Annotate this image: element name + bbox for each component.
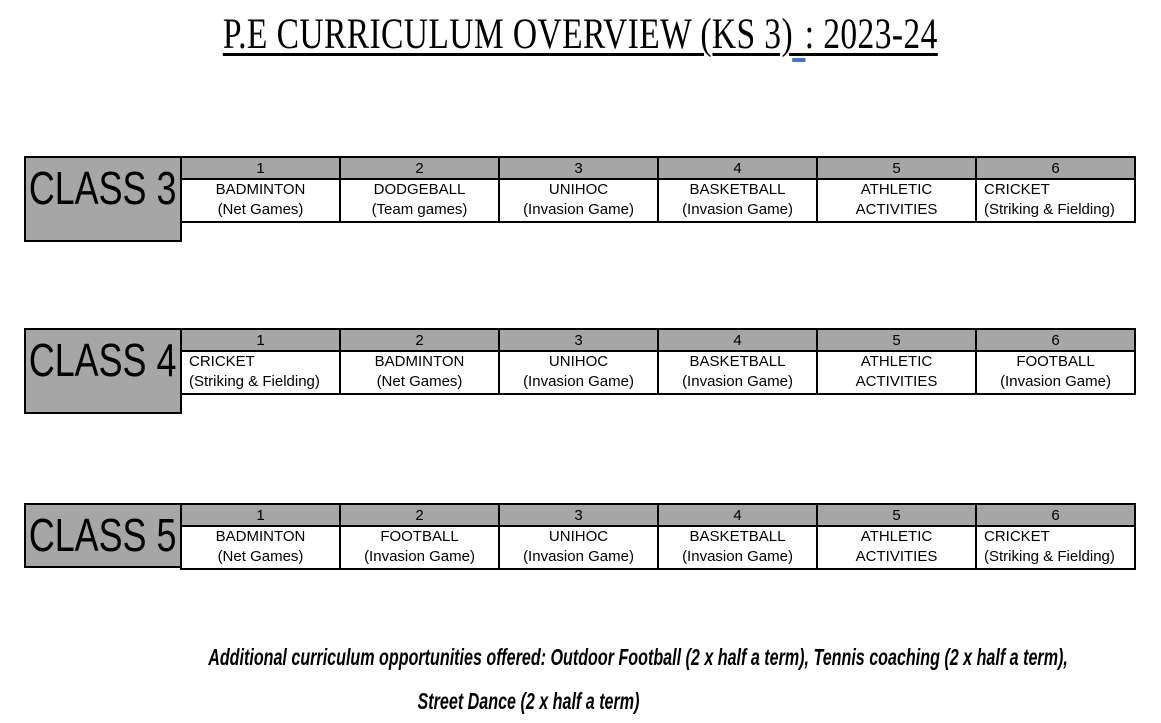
activity-name: UNIHOC	[548, 181, 609, 198]
activity-name: FOOTBALL	[380, 528, 459, 545]
class-4-schedule-table	[180, 328, 1136, 395]
term-header-cell: 4	[658, 157, 817, 179]
page-title	[0, 10, 1161, 59]
term-header-cell: 2	[340, 329, 499, 351]
class-3-label: CLASS 3	[29, 162, 177, 214]
activity-cell	[817, 179, 976, 222]
activity-name: BADMINTON	[215, 181, 306, 198]
activity-cell	[976, 351, 1135, 394]
activity-cell	[658, 179, 817, 222]
activity-category: (Invasion Game)	[523, 548, 634, 566]
activity-category: (Striking & Fielding)	[984, 201, 1115, 219]
term-header-row	[181, 329, 1135, 351]
term-header-cell: 1	[181, 157, 340, 179]
activity-category: (Invasion Game)	[682, 548, 793, 566]
activity-name: ATHLETIC	[860, 353, 933, 370]
activity-category: ACTIVITIES	[855, 373, 938, 391]
additional-note-line-2: Street Dance (2 x half a term)	[418, 688, 640, 714]
activity-category: ACTIVITIES	[855, 201, 938, 219]
activity-cell	[181, 179, 340, 222]
activity-name: UNIHOC	[548, 353, 609, 370]
activity-cell	[181, 526, 340, 569]
term-header-row	[181, 504, 1135, 526]
term-header-cell: 3	[499, 329, 658, 351]
activity-category: (Team games)	[371, 201, 468, 219]
activity-category: (Invasion Game)	[682, 373, 793, 391]
class-5-label-box	[24, 503, 182, 568]
term-header-cell: 4	[658, 504, 817, 526]
activity-name: BASKETBALL	[689, 181, 786, 198]
activity-category: (Net Games)	[376, 373, 463, 391]
activity-cell	[499, 351, 658, 394]
activity-category: (Invasion Game)	[364, 548, 475, 566]
additional-note-line-1: Additional curriculum opportunities offered: Outdoor Football (2 x half a term), Tennis coaching (2 x half a term),	[208, 644, 1068, 670]
activity-cell	[340, 526, 499, 569]
term-header-cell: 3	[499, 157, 658, 179]
term-header-row	[181, 157, 1135, 179]
activity-name: BASKETBALL	[689, 528, 786, 545]
activity-name: UNIHOC	[548, 528, 609, 545]
activity-name: CRICKET	[984, 528, 1050, 545]
activity-cell	[976, 526, 1135, 569]
term-header-cell: 6	[976, 329, 1135, 351]
term-header-cell: 2	[340, 504, 499, 526]
activity-row	[181, 179, 1135, 222]
term-header-cell: 6	[976, 504, 1135, 526]
activity-cell	[340, 351, 499, 394]
activity-name: BADMINTON	[215, 528, 306, 545]
activity-category: (Invasion Game)	[1000, 373, 1111, 391]
term-header-cell: 2	[340, 157, 499, 179]
activity-cell	[976, 179, 1135, 222]
activity-name: ATHLETIC	[860, 528, 933, 545]
activity-name: BADMINTON	[374, 353, 465, 370]
activity-cell	[181, 351, 340, 394]
title-part1: P.E CURRICULUM OVERVIEW (KS 3)	[223, 11, 794, 58]
class-3-block	[24, 156, 1136, 242]
class-4-label-box	[24, 328, 182, 414]
activity-cell	[499, 526, 658, 569]
activity-category: (Net Games)	[217, 548, 304, 566]
activity-row	[181, 526, 1135, 569]
term-header-cell: 3	[499, 504, 658, 526]
term-header-cell: 5	[817, 157, 976, 179]
activity-name: CRICKET	[189, 353, 255, 370]
activity-category: ACTIVITIES	[855, 548, 938, 566]
class-4-label: CLASS 4	[29, 334, 177, 386]
term-header-cell: 1	[181, 329, 340, 351]
class-3-schedule-table	[180, 156, 1136, 223]
activity-cell	[817, 351, 976, 394]
class-5-schedule-table	[180, 503, 1136, 570]
activity-name: CRICKET	[984, 181, 1050, 198]
class-5-block	[24, 503, 1136, 570]
activity-cell	[817, 526, 976, 569]
term-header-cell: 4	[658, 329, 817, 351]
activity-cell	[340, 179, 499, 222]
activity-cell	[658, 526, 817, 569]
activity-category: (Striking & Fielding)	[189, 373, 320, 391]
activity-cell	[658, 351, 817, 394]
activity-category: (Invasion Game)	[523, 201, 634, 219]
activity-category: (Net Games)	[217, 201, 304, 219]
class-5-label: CLASS 5	[29, 509, 177, 561]
activity-name: DODGEBALL	[373, 181, 466, 198]
activity-name: ATHLETIC	[860, 181, 933, 198]
activity-cell	[499, 179, 658, 222]
term-header-cell: 6	[976, 157, 1135, 179]
activity-name: BASKETBALL	[689, 353, 786, 370]
title-part2: : 2023-24	[804, 11, 938, 58]
additional-note	[24, 644, 1068, 723]
activity-name: FOOTBALL	[1016, 353, 1095, 370]
activity-category: (Invasion Game)	[682, 201, 793, 219]
activity-category: (Striking & Fielding)	[984, 548, 1115, 566]
term-header-cell: 5	[817, 504, 976, 526]
term-header-cell: 1	[181, 504, 340, 526]
activity-category: (Invasion Game)	[523, 373, 634, 391]
term-header-cell: 5	[817, 329, 976, 351]
class-4-block	[24, 328, 1136, 414]
page-title-text	[223, 10, 938, 59]
class-3-label-box	[24, 156, 182, 242]
activity-row	[181, 351, 1135, 394]
